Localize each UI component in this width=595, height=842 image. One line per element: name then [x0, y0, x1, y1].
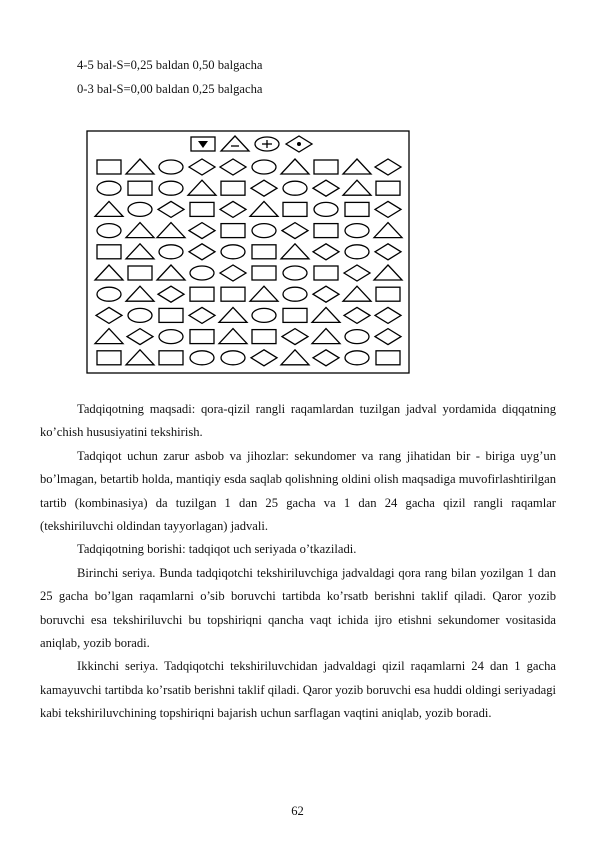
grid-shape-diamond: [282, 223, 308, 239]
grid-shape-circle: [97, 224, 121, 238]
grid-shape-square: [190, 202, 214, 216]
paragraph-equipment: Tadqiqot uchun zarur asbob va jihozlar: sekundomer va rang jihatidan bir - biriga uyg’un bo’lmagan, betartib holda, mantiqiy esda saqlab qolishning oldini olish maqsadiga muvofirlashtirilgan tartib (kombinasiya) da tuzilgan 1 dan 25 gacha va 1 dan 24 gacha qizil rangli raqamlar (tekshiriluvchi oldindan tayyorlagan) jadvali.: [40, 448, 556, 534]
grid-shape-triangle: [281, 159, 309, 174]
grid-shape-square: [190, 287, 214, 301]
grid-shape-triangle: [126, 286, 154, 301]
grid-shape-square: [314, 224, 338, 238]
grid-shape-square: [283, 308, 307, 322]
grid-shape-diamond: [375, 159, 401, 175]
paragraph-procedure: Tadqiqotning borishi: tadqiqot uch seriyada o’tkaziladi.: [77, 542, 357, 557]
grid-shape-triangle: [157, 265, 185, 280]
grid-shape-circle: [159, 160, 183, 174]
shape-table-svg: [86, 130, 410, 374]
grid-shape-circle: [159, 245, 183, 259]
grid-shape-circle: [345, 245, 369, 259]
figure-border: [87, 131, 409, 373]
grid-shape-diamond: [220, 201, 246, 217]
grid-shape-triangle: [250, 201, 278, 216]
grid-shape-triangle: [95, 329, 123, 344]
key-shape-diamond-dot: [286, 136, 312, 152]
grid-shape-circle: [159, 181, 183, 195]
grid-shape-diamond: [313, 286, 339, 302]
paragraph-series-1: Birinchi seriya. Bunda tadqiqotchi tekshiriluvchiga jadvaldagi qora rang bilan yozilgan 1 dan 25 gacha bo’lgan raqamlarni o’sib boruvchi tartibda ko’rsatb berishni taklif qiladi. Qaror yozib boruvchi esa tekshiriluvchi bu topshiriqni qancha vaqt ichida ijro etishni sekundomer vositasida aniqlab, yozib boradi.: [40, 565, 556, 651]
grid-shape-triangle: [281, 350, 309, 365]
paragraph-series-2: Ikkinchi seriya. Tadqiqotchi tekshiriluvchidan jadvaldagi qizil raqamlarni 24 dan 1 gacha kamayuvchi tartibda ko’rsatib berishni taklif qiladi. Qaror yozib boruvchi esa huddi oldingi seriyadagi kabi tekshiriluvchining topshiriqni bajarish uchun sarflagan vaqtini aniqlab, yozib boradi.: [40, 659, 556, 721]
grid-shape-triangle: [281, 244, 309, 259]
grid-shape-circle: [97, 287, 121, 301]
grid-shape-circle: [345, 224, 369, 238]
grid-shape-square: [252, 266, 276, 280]
grid-shape-square: [221, 287, 245, 301]
grid-shape-triangle: [343, 180, 371, 195]
grid-shape-circle: [190, 266, 214, 280]
grid-shape-square: [314, 160, 338, 174]
grid-shape-square: [252, 245, 276, 259]
criteria-line-1: 4-5 bal-S=0,25 baldan 0,50 balgacha: [77, 58, 263, 72]
grid-shape-triangle: [374, 265, 402, 280]
grid-shape-triangle: [250, 286, 278, 301]
grid-shape-diamond: [220, 265, 246, 281]
grid-shape-diamond: [344, 307, 370, 323]
grid-shape-diamond: [189, 159, 215, 175]
grid-shape-square: [221, 224, 245, 238]
grid-shape-diamond: [158, 201, 184, 217]
grid-shape-diamond: [313, 350, 339, 366]
grid-shape-diamond: [220, 159, 246, 175]
grid-shape-circle: [345, 330, 369, 344]
grid-shape-diamond: [313, 244, 339, 260]
grid-shape-square: [159, 351, 183, 365]
grid-shape-diamond: [251, 350, 277, 366]
grid-shape-diamond: [282, 329, 308, 345]
grid-shape-triangle: [219, 307, 247, 322]
grid-shape-square: [159, 308, 183, 322]
body-text: [40, 398, 556, 726]
grid-shape-square: [128, 181, 152, 195]
grid-shape-triangle: [188, 180, 216, 195]
grid-shape-circle: [314, 202, 338, 216]
grid-shape-triangle: [126, 223, 154, 238]
grid-shape-diamond: [375, 244, 401, 260]
grid-shape-square: [376, 181, 400, 195]
grid-shape-triangle: [126, 244, 154, 259]
grid-shape-diamond: [189, 244, 215, 260]
grid-shape-square: [97, 351, 121, 365]
grid-shape-circle: [283, 266, 307, 280]
grid-shape-diamond: [251, 180, 277, 196]
grid-shape-diamond: [375, 329, 401, 345]
grid-shape-diamond: [344, 265, 370, 281]
grid-shape-triangle: [95, 265, 123, 280]
grid-shape-square: [128, 266, 152, 280]
grid-shape-triangle: [343, 286, 371, 301]
grid-shape-diamond: [189, 307, 215, 323]
grid-shape-circle: [345, 351, 369, 365]
grid-shape-diamond: [96, 307, 122, 323]
grid-shape-circle: [252, 308, 276, 322]
grid-shape-triangle: [95, 201, 123, 216]
grid-shape-square: [376, 351, 400, 365]
grid-shape-square: [97, 245, 121, 259]
grid-shape-circle: [283, 287, 307, 301]
grid-shape-diamond: [189, 223, 215, 239]
grid-shape-diamond: [375, 201, 401, 217]
paragraph-aim: Tadqiqotning maqsadi: qora-qizil rangli raqamlardan tuzilgan jadval yordamida diqqatning ko’chish hususiyatini tekshirish.: [40, 402, 556, 440]
page-number: 62: [291, 804, 304, 818]
grid-shape-circle: [159, 330, 183, 344]
grid-shape-triangle: [157, 223, 185, 238]
grid-shape-triangle: [219, 329, 247, 344]
grid-shape-triangle: [126, 350, 154, 365]
grid-shape-triangle: [126, 159, 154, 174]
shape-table-figure: [86, 130, 410, 374]
grid-shape-circle: [97, 181, 121, 195]
grid-shape-square: [314, 266, 338, 280]
grid-shape-circle: [190, 351, 214, 365]
grid-shape-circle: [221, 351, 245, 365]
grid-shape-circle: [283, 181, 307, 195]
grid-shape-diamond: [313, 180, 339, 196]
grid-shape-square: [252, 330, 276, 344]
grid-shape-diamond: [158, 286, 184, 302]
criteria-line-2: 0-3 bal-S=0,00 baldan 0,25 balgacha: [77, 82, 263, 96]
key-shape-downtriangle-in-square: [191, 137, 215, 151]
grid-shape-square: [221, 181, 245, 195]
grid-shape-circle: [128, 308, 152, 322]
grid-shape-square: [190, 330, 214, 344]
grid-shape-circle: [252, 224, 276, 238]
grid-shape-circle: [128, 202, 152, 216]
grid-shape-circle: [221, 245, 245, 259]
grid-shape-circle: [252, 160, 276, 174]
grid-shape-square: [345, 202, 369, 216]
key-shape-circle-plus: [255, 137, 279, 151]
grid-shape-square: [283, 202, 307, 216]
key-shape-triangle-minus: [221, 136, 249, 151]
grid-shape-triangle: [343, 159, 371, 174]
grid-shape-triangle: [312, 329, 340, 344]
grid-shape-diamond: [375, 307, 401, 323]
grid-shape-square: [97, 160, 121, 174]
grid-shape-triangle: [374, 223, 402, 238]
grid-shape-diamond: [127, 329, 153, 345]
grid-shape-triangle: [312, 307, 340, 322]
grid-shape-square: [376, 287, 400, 301]
